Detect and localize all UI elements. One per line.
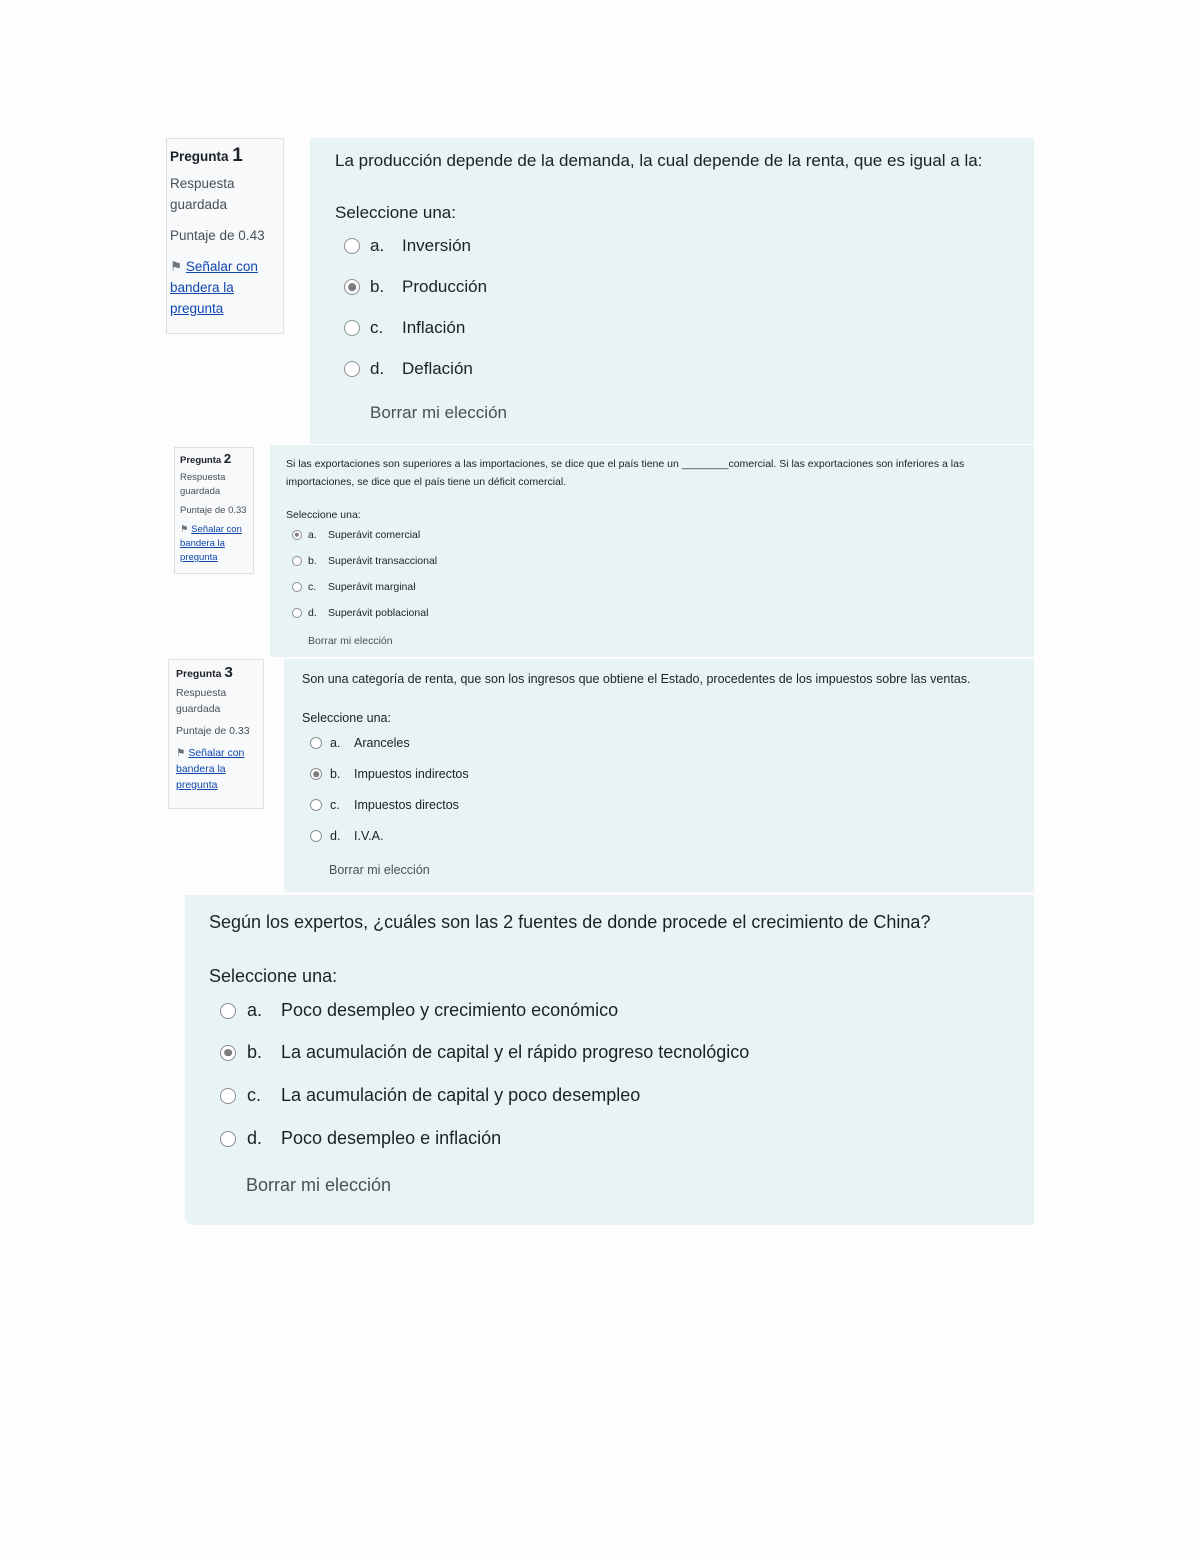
question-label: Pregunta: [176, 668, 222, 680]
option-letter: b.: [308, 555, 317, 567]
select-one-prompt: Seleccione una:: [302, 711, 391, 725]
question-text: Si las exportaciones son superiores a las importaciones, se dice que el país tiene un ________comercial. Si las exportaciones son inferiores a las importaciones, se dice que el país tiene un déficit comercial.: [286, 458, 965, 488]
option-label: Superávit marginal: [328, 581, 416, 593]
option-label: Superávit transaccional: [328, 555, 438, 567]
question-number: 1: [232, 145, 243, 166]
flag-question-link[interactable]: [180, 523, 248, 565]
answer-option-a[interactable]: [220, 1000, 618, 1021]
answer-option-d[interactable]: [292, 607, 428, 619]
answer-option-b[interactable]: [310, 767, 469, 781]
flag-question-link[interactable]: [176, 745, 256, 793]
option-label: Impuestos directos: [354, 798, 459, 812]
flag-question-label[interactable]: Señalar con bandera la pregunta: [170, 259, 258, 316]
question-number: 2: [223, 451, 232, 466]
radio-button[interactable]: [344, 238, 360, 254]
option-label: Impuestos indirectos: [354, 767, 469, 781]
option-label: I.V.A.: [354, 829, 384, 843]
option-letter: a.: [308, 529, 317, 541]
question-status: Respuesta guardada: [170, 176, 235, 212]
radio-button[interactable]: [220, 1131, 236, 1147]
question-heading: [176, 665, 256, 682]
answer-option-b[interactable]: [292, 555, 437, 567]
clear-choice-link[interactable]: Borrar mi elección: [308, 635, 393, 647]
question-info-1: [166, 138, 284, 334]
flag-icon: ⚑: [180, 524, 189, 535]
option-letter: d.: [370, 359, 385, 378]
option-label: La acumulación de capital y el rápido progreso tecnológico: [281, 1042, 750, 1062]
radio-button-selected[interactable]: [310, 768, 322, 780]
question-status: Respuesta guardada: [176, 687, 227, 715]
option-label: Inflación: [402, 318, 466, 337]
option-label: Aranceles: [354, 736, 410, 750]
radio-button[interactable]: [292, 582, 302, 592]
answer-option-a[interactable]: [344, 236, 471, 256]
option-label: Deflación: [402, 359, 473, 378]
question-heading: [170, 145, 280, 167]
option-letter: d.: [330, 829, 341, 843]
answer-option-b[interactable]: [344, 277, 487, 297]
option-letter: b.: [247, 1042, 263, 1062]
radio-button[interactable]: [344, 361, 360, 377]
select-one-prompt: Seleccione una:: [209, 966, 338, 986]
answer-option-c[interactable]: [310, 798, 459, 812]
answer-option-a[interactable]: [292, 529, 420, 541]
flag-icon: ⚑: [176, 747, 186, 759]
clear-choice-link[interactable]: Borrar mi elección: [329, 863, 430, 877]
question-panel-4: [185, 895, 1034, 1225]
option-label: Poco desempleo e inflación: [281, 1128, 502, 1148]
question-info-2: [174, 447, 254, 574]
question-text: Según los expertos, ¿cuáles son las 2 fuentes de donde procede el crecimiento de China?: [209, 912, 931, 932]
option-label: Superávit comercial: [328, 529, 421, 541]
option-letter: b.: [370, 277, 385, 296]
option-letter: d.: [247, 1128, 263, 1148]
clear-choice-link[interactable]: Borrar mi elección: [246, 1175, 392, 1195]
flag-question-link[interactable]: [170, 256, 280, 319]
option-label: Producción: [402, 277, 488, 296]
question-label: Pregunta: [180, 455, 222, 466]
question-panel-1: [310, 138, 1034, 444]
option-label: Inversión: [402, 236, 471, 255]
question-text: La producción depende de la demanda, la cual depende de la renta, que es igual a la:: [335, 151, 983, 170]
radio-button[interactable]: [220, 1088, 236, 1104]
radio-button[interactable]: [310, 737, 322, 749]
question-panel-2: [270, 445, 1034, 657]
question-score: Puntaje de 0.33: [176, 725, 250, 737]
option-letter: a.: [370, 236, 385, 255]
flag-icon: ⚑: [170, 259, 183, 274]
answer-option-a[interactable]: [310, 736, 410, 750]
question-number: 3: [224, 664, 233, 681]
option-letter: c.: [308, 581, 317, 593]
radio-button[interactable]: [344, 320, 360, 336]
radio-button[interactable]: [310, 799, 322, 811]
option-label: Superávit poblacional: [328, 607, 429, 619]
select-one-prompt: Seleccione una:: [286, 509, 361, 521]
question-info-3: [168, 659, 264, 809]
radio-button[interactable]: [292, 556, 302, 566]
answer-option-d[interactable]: [310, 829, 383, 843]
answer-option-c[interactable]: [220, 1085, 640, 1106]
answer-option-d[interactable]: [220, 1128, 501, 1149]
radio-button[interactable]: [220, 1003, 236, 1019]
option-letter: c.: [370, 318, 384, 337]
flag-question-label[interactable]: Señalar con bandera la pregunta: [180, 524, 242, 563]
radio-button-selected[interactable]: [220, 1045, 236, 1061]
option-letter: a.: [330, 736, 341, 750]
select-one-prompt: Seleccione una:: [335, 203, 456, 222]
radio-button[interactable]: [292, 608, 302, 618]
question-status: Respuesta guardada: [180, 472, 226, 497]
answer-option-c[interactable]: [344, 318, 465, 338]
option-letter: b.: [330, 767, 341, 781]
radio-button[interactable]: [310, 830, 322, 842]
radio-button-selected[interactable]: [292, 530, 302, 540]
option-label: La acumulación de capital y poco desempleo: [281, 1085, 641, 1105]
answer-option-d[interactable]: [344, 359, 473, 379]
option-letter: a.: [247, 1000, 263, 1020]
question-panel-3: [284, 659, 1034, 892]
flag-question-label[interactable]: Señalar con bandera la pregunta: [176, 747, 245, 791]
option-letter: c.: [330, 798, 340, 812]
answer-option-b[interactable]: [220, 1042, 749, 1063]
answer-option-c[interactable]: [292, 581, 416, 593]
option-letter: d.: [308, 607, 317, 619]
radio-button-selected[interactable]: [344, 279, 360, 295]
question-heading: [180, 452, 248, 468]
question-score: Puntaje de 0.33: [180, 505, 247, 516]
question-label: Pregunta: [170, 149, 229, 164]
option-label: Poco desempleo y crecimiento económico: [281, 1000, 619, 1020]
question-score: Puntaje de 0.43: [170, 228, 265, 243]
option-letter: c.: [247, 1085, 262, 1105]
question-text: Son una categoría de renta, que son los ingresos que obtiene el Estado, procedentes de los impuestos sobre las ventas.: [302, 672, 971, 686]
clear-choice-link[interactable]: Borrar mi elección: [370, 403, 507, 422]
